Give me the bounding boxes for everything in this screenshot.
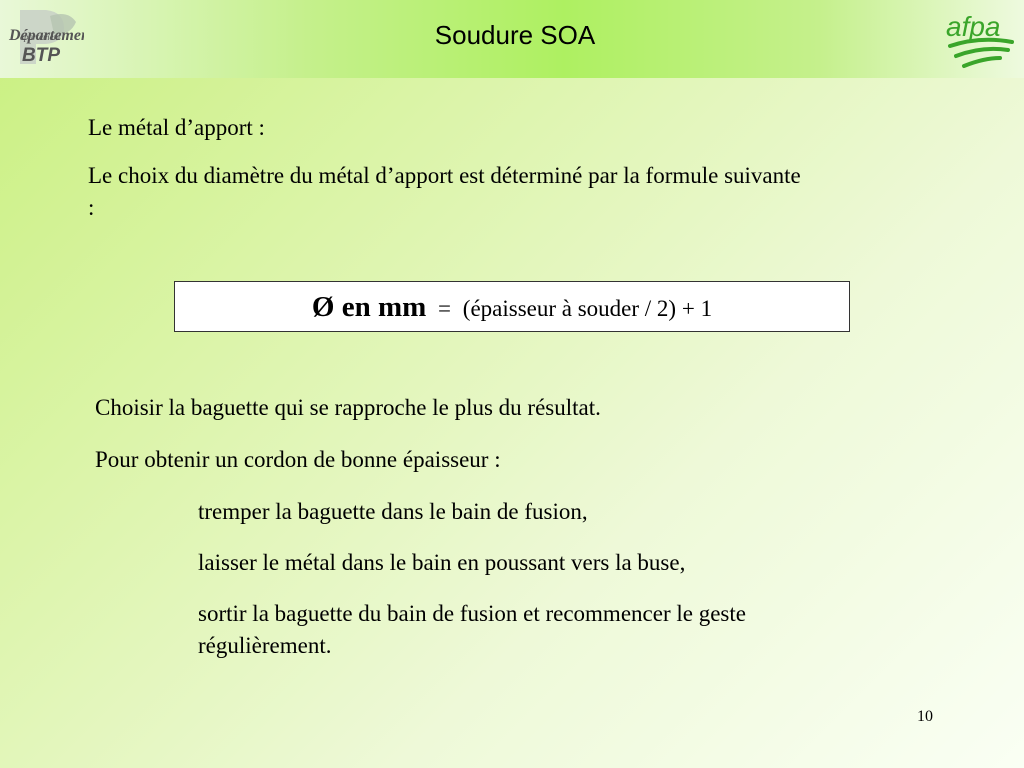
formula-box — [174, 281, 850, 332]
logo-btp-text: BTP — [22, 45, 60, 66]
page-title: Soudure SOA — [434, 20, 596, 50]
section-heading: Le métal d’apport : — [88, 115, 265, 140]
logo-afpa-text: afpa — [946, 11, 1001, 42]
step-item: laisser le métal dans le bain en poussant vers la buse, — [198, 550, 686, 575]
obtain-bead-text: Pour obtenir un cordon de bonne épaisseur : — [95, 447, 501, 472]
afpa-logo-icon — [942, 6, 1018, 72]
afpa-logo — [942, 6, 1018, 72]
logo-letter-d: Départeme — [9, 27, 81, 44]
formula-rhs: (épaisseur à souder / 2) + 1 — [462, 296, 713, 321]
choice-paragraph: Le choix du diamètre du métal d’apport est déterminé par la formule suivante : — [88, 163, 801, 220]
step-item: tremper la baguette dans le bain de fusion, — [198, 499, 588, 524]
slide-header — [0, 0, 1024, 78]
step-item: sortir la baguette du bain de fusion et recommencer le geste régulièrement. — [198, 601, 746, 658]
page-number: 10 — [917, 708, 933, 725]
formula-lhs: Ø en mm — [311, 291, 427, 323]
svg-text:épartement: épartement — [20, 32, 61, 42]
formula-equals: = — [438, 296, 452, 321]
choose-rod-text: Choisir la baguette qui se rapproche le plus du résultat. — [95, 395, 601, 420]
